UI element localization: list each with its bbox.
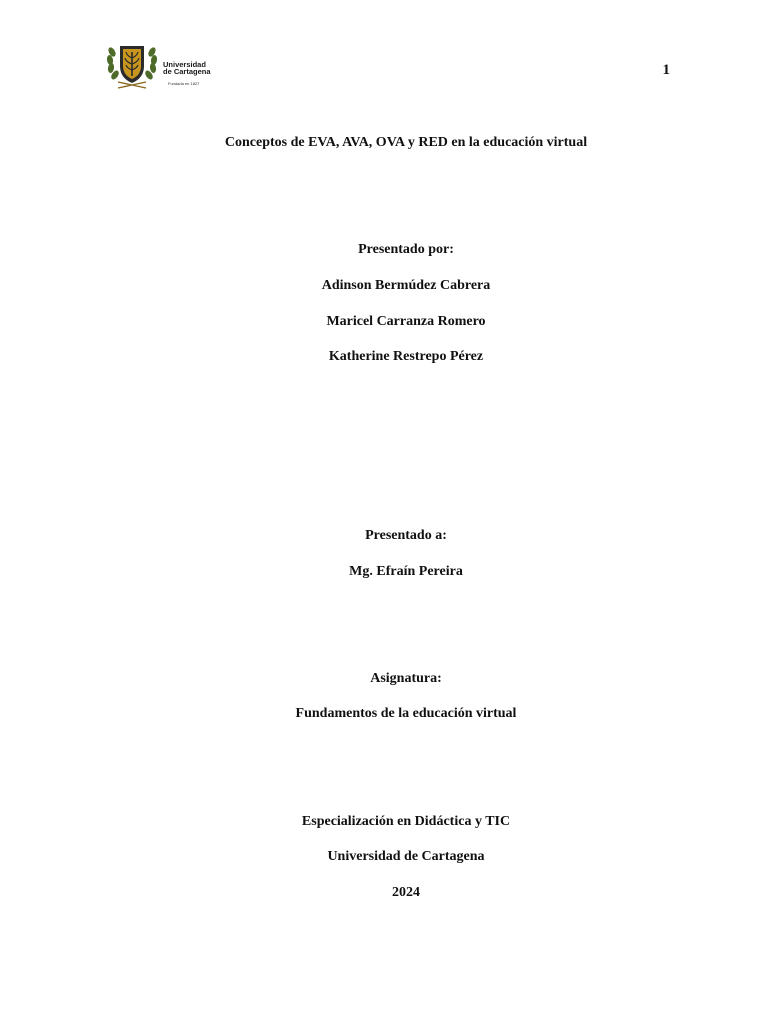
subject-heading: Asignatura: bbox=[370, 671, 442, 686]
page-number: 1 bbox=[662, 62, 670, 78]
university-logo bbox=[106, 38, 226, 90]
program-name: Especialización en Didáctica y TIC bbox=[301, 814, 511, 829]
logo-founded: Fundada en 1827 bbox=[168, 81, 200, 86]
author-name: Maricel Carranza Romero bbox=[326, 314, 486, 329]
subject-name: Fundamentos de la educación virtual bbox=[295, 706, 517, 721]
logo-name-line2: de Cartagena bbox=[163, 67, 211, 76]
author-name: Katherine Restrepo Pérez bbox=[328, 349, 484, 364]
presented-by-heading: Presentado por: bbox=[358, 242, 454, 257]
university-crest-icon bbox=[106, 38, 158, 90]
logo-wordmark bbox=[163, 61, 211, 75]
document-year: 2024 bbox=[392, 885, 420, 900]
logo-name-line1: Universidad bbox=[163, 60, 206, 69]
document-title: Conceptos de EVA, AVA, OVA y RED en la educación virtual bbox=[224, 135, 588, 150]
author-name: Adinson Bermúdez Cabrera bbox=[321, 278, 491, 293]
professor-name: Mg. Efraín Pereira bbox=[349, 564, 463, 579]
university-name: Universidad de Cartagena bbox=[327, 849, 485, 864]
presented-to-heading: Presentado a: bbox=[365, 528, 447, 543]
